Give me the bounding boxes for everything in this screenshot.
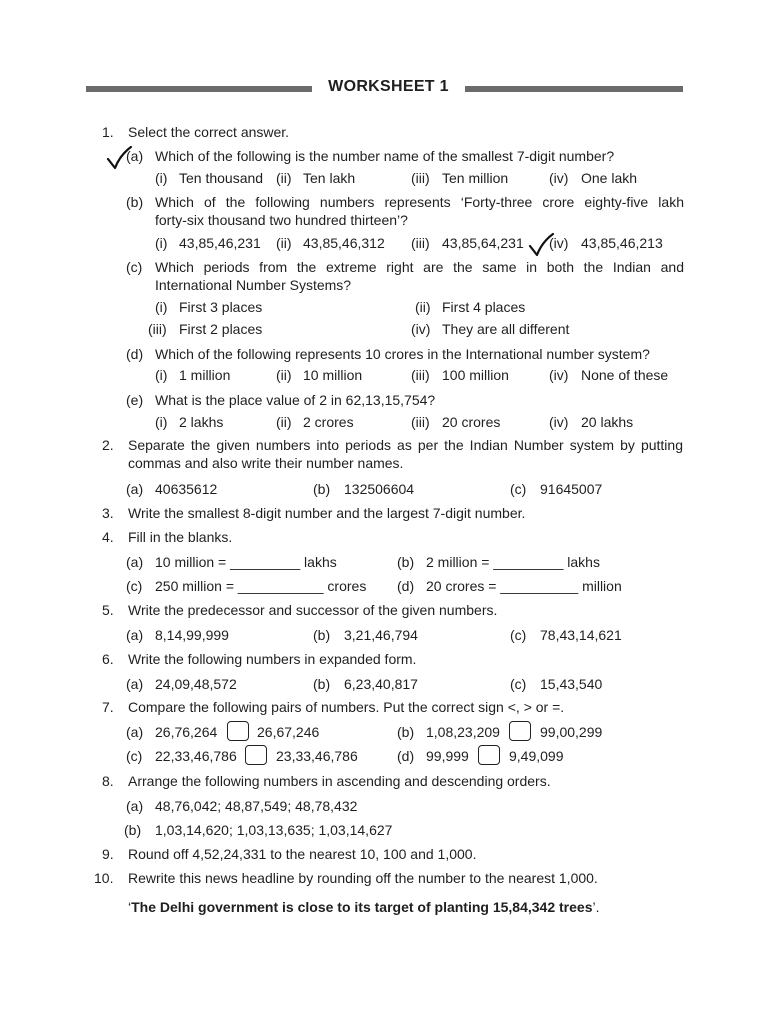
- option-text: First 2 places: [179, 321, 263, 337]
- option-label: (ii): [276, 414, 292, 430]
- item-value: 48,76,042; 48,87,549; 48,78,432: [155, 798, 358, 814]
- item-value: 15,43,540: [540, 676, 603, 692]
- headline-line: [128, 898, 599, 916]
- option-label: (ii): [415, 299, 431, 315]
- item-label: (a): [126, 798, 144, 814]
- item-label: (c): [510, 627, 527, 643]
- option-text: 10 million: [303, 367, 363, 383]
- subquestion-text: Which of the following is the number name of the smallest 7-digit number?: [155, 148, 615, 164]
- item-label: (c): [126, 578, 143, 594]
- item-label: (a): [126, 627, 144, 643]
- item-label: (a): [126, 481, 144, 497]
- compare-right: 23,33,46,786: [276, 748, 358, 764]
- option-label: (i): [155, 299, 168, 315]
- item-label: (c): [126, 748, 143, 764]
- item-label: (b): [313, 481, 331, 497]
- item-label: (b): [397, 554, 415, 570]
- question-number: 10.: [94, 870, 114, 886]
- question-text: Fill in the blanks.: [128, 529, 233, 545]
- compare-right: 99,00,299: [540, 724, 603, 740]
- question-number: 4.: [102, 529, 114, 545]
- option-label: (iii): [411, 235, 430, 251]
- item-label: (c): [510, 676, 527, 692]
- answer-box[interactable]: [227, 721, 249, 741]
- fill-blank: 20 crores = __________ million: [426, 578, 622, 594]
- item-value: 24,09,48,572: [155, 676, 237, 692]
- compare-left: 1,08,23,209: [426, 724, 500, 740]
- compare-right: 9,49,099: [509, 748, 564, 764]
- subquestion-text-cont: forty-six thousand two hundred thirteen’?: [155, 212, 408, 228]
- item-value: 40635612: [155, 481, 218, 497]
- worksheet-title: WORKSHEET 1: [328, 78, 449, 95]
- option-label: (i): [155, 367, 168, 383]
- option-label: (iv): [549, 414, 569, 430]
- option-text: 43,85,64,231: [442, 235, 524, 251]
- item-label: (a): [126, 724, 144, 740]
- option-text: 100 million: [442, 367, 509, 383]
- option-label: (i): [155, 170, 168, 186]
- compare-right: 26,67,246: [257, 724, 320, 740]
- header-rule-right: [465, 86, 683, 92]
- item-label: (b): [313, 627, 331, 643]
- question-text: Write the smallest 8-digit number and the largest 7-digit number.: [128, 505, 526, 521]
- worksheet-header: [86, 76, 683, 102]
- item-value: 3,21,46,794: [344, 627, 418, 643]
- option-label: (iv): [549, 235, 569, 251]
- option-label: (i): [155, 414, 168, 430]
- option-text: Ten million: [442, 170, 509, 186]
- compare-left: 99,999: [426, 748, 469, 764]
- question-text: Select the correct answer.: [128, 124, 290, 140]
- question-text: Write the following numbers in expanded form.: [128, 651, 417, 667]
- answer-box[interactable]: [245, 745, 267, 765]
- fill-blank: 250 million = ___________ crores: [155, 578, 367, 594]
- item-value: 6,23,40,817: [344, 676, 418, 692]
- question-text: Rewrite this news headline by rounding off the number to the nearest 1,000.: [128, 870, 598, 886]
- option-text: They are all different: [442, 321, 570, 337]
- item-value: 91645007: [540, 481, 603, 497]
- question-number: 6.: [102, 651, 114, 667]
- option-text: First 3 places: [179, 299, 263, 315]
- option-text: 43,85,46,231: [179, 235, 261, 251]
- option-label: (ii): [276, 170, 292, 186]
- option-text: One lakh: [581, 170, 638, 186]
- compare-left: 22,33,46,786: [155, 748, 237, 764]
- question-text: Compare the following pairs of numbers. Put the correct sign <, > or =.: [128, 699, 565, 715]
- question-number: 8.: [102, 773, 114, 789]
- option-label: (iii): [411, 414, 430, 430]
- question-text-cont: commas and also write their number names.: [128, 455, 404, 471]
- option-text: None of these: [581, 367, 669, 383]
- header-rule-left: [86, 86, 312, 92]
- option-text: 43,85,46,213: [581, 235, 663, 251]
- question-number: 1.: [102, 124, 114, 140]
- item-label: (a): [126, 676, 144, 692]
- option-label: (iv): [549, 367, 569, 383]
- option-text: 2 lakhs: [179, 414, 224, 430]
- subquestion-text: Which periods from the extreme right are the same in both the Indian and: [155, 259, 684, 275]
- option-text: Ten thousand: [179, 170, 264, 186]
- subquestion-label: (a): [126, 148, 144, 164]
- item-value: 8,14,99,999: [155, 627, 229, 643]
- option-text: 1 million: [179, 367, 231, 383]
- option-text: 2 crores: [303, 414, 354, 430]
- question-number: 3.: [102, 505, 114, 521]
- option-label: (iv): [549, 170, 569, 186]
- subquestion-text: Which of the following represents 10 crores in the International number system?: [155, 346, 650, 362]
- fill-blank: 10 million = _________ lakhs: [155, 554, 337, 570]
- option-label: (iii): [411, 170, 430, 186]
- option-text: Ten lakh: [303, 170, 356, 186]
- subquestion-text-cont: International Number Systems?: [155, 277, 352, 293]
- item-value: 78,43,14,621: [540, 627, 622, 643]
- question-text: Separate the given numbers into periods as per the Indian Number system by putting: [128, 437, 683, 453]
- subquestion-label: (c): [126, 259, 143, 275]
- question-text: Write the predecessor and successor of the given numbers.: [128, 602, 498, 618]
- answer-box[interactable]: [478, 745, 500, 765]
- option-text: 20 crores: [442, 414, 501, 430]
- fill-blank: 2 million = _________ lakhs: [426, 554, 600, 570]
- option-label: (ii): [276, 367, 292, 383]
- subquestion-text: Which of the following numbers represents ‘Forty-three crore eighty-five lakh: [155, 194, 684, 210]
- option-label: (iii): [411, 367, 430, 383]
- question-number: 5.: [102, 602, 114, 618]
- option-text: 20 lakhs: [581, 414, 634, 430]
- news-headline: The Delhi government is close to its target of planting 15,84,342 trees: [131, 899, 593, 915]
- answer-box[interactable]: [509, 721, 531, 741]
- question-number: 2.: [102, 437, 114, 453]
- question-number: 9.: [102, 846, 114, 862]
- option-label: (ii): [276, 235, 292, 251]
- option-label: (iii): [148, 321, 167, 337]
- quote-close: ’.: [592, 899, 600, 915]
- quote-open: ‘: [128, 899, 132, 915]
- option-label: (i): [155, 235, 168, 251]
- subquestion-label: (d): [126, 346, 144, 362]
- item-label: (a): [126, 554, 144, 570]
- item-value: 132506604: [344, 481, 415, 497]
- item-value: 1,03,14,620; 1,03,13,635; 1,03,14,627: [155, 822, 393, 838]
- item-label: (d): [397, 578, 415, 594]
- option-text: 43,85,46,312: [303, 235, 385, 251]
- question-text: Round off 4,52,24,331 to the nearest 10, 100 and 1,000.: [128, 846, 477, 862]
- item-label: (b): [124, 822, 142, 838]
- question-number: 7.: [102, 699, 114, 715]
- compare-left: 26,76,264: [155, 724, 218, 740]
- question-text: Arrange the following numbers in ascending and descending orders.: [128, 773, 551, 789]
- option-label: (iv): [411, 321, 431, 337]
- item-label: (d): [397, 748, 415, 764]
- item-label: (c): [510, 481, 527, 497]
- item-label: (b): [313, 676, 331, 692]
- option-text: First 4 places: [442, 299, 526, 315]
- item-label: (b): [397, 724, 415, 740]
- subquestion-label: (b): [126, 194, 144, 210]
- subquestion-text: What is the place value of 2 in 62,13,15,754?: [155, 392, 436, 408]
- subquestion-label: (e): [126, 392, 144, 408]
